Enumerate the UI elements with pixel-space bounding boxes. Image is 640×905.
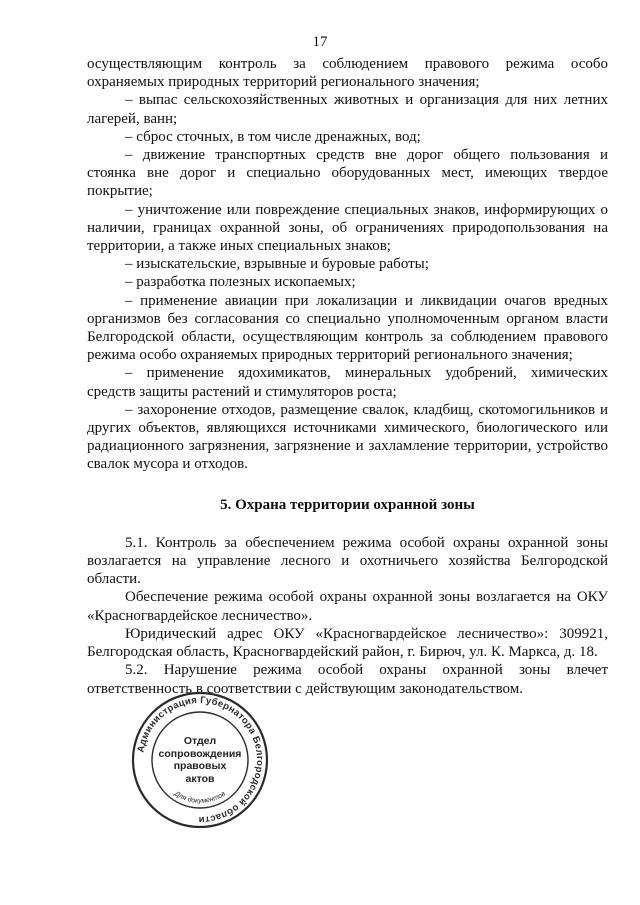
list-item: – уничтожение или повреждение специальных знаков, информирующих о наличии, границах охранной зоны, об ограничениях природопользования на территории, а также иных специальных знаков; <box>87 201 608 255</box>
list-item: – захоронение отходов, размещение свалок, кладбищ, скотомогильников и других объектов, являющихся источниками химического, биологического или радиационного загрязнения, загрязнение и захламление территории, устройство свалок мусора и отходов. <box>87 401 608 473</box>
paragraph: Обеспечение режима особой охраны охранной зоны возлагается на ОКУ «Красногвардейское лесничество». <box>87 589 608 624</box>
stamp-line: Отдел <box>183 735 217 747</box>
paragraph: Юридический адрес ОКУ «Красногвардейское лесничество»: 309921, Белгородская область, Красногвардейский район, г. Бирюч, ул. К. Маркса, д. 18. <box>87 625 608 661</box>
section-heading: 5. Охрана территории охранной зоны <box>220 496 475 513</box>
list-item: – применение ядохимикатов, минеральных удобрений, химических средств защиты растений и стимуляторов роста; <box>87 365 608 400</box>
paragraph: осуществляющим контроль за соблюдением правового режима особо охраняемых природных территорий регионального значения; <box>87 56 608 91</box>
paragraph: 5.2. Нарушение режима особой охраны охранной зоны влечет ответственность в соответствии с действующим законодательством. <box>87 662 608 697</box>
stamp-inner-text: Для документов <box>173 790 227 805</box>
document-body <box>87 55 608 698</box>
page-number: 17 <box>312 34 328 50</box>
official-stamp <box>130 690 270 830</box>
list-item: – изыскательские, взрывные и буровые работы; <box>125 256 429 273</box>
stamp-line: актов <box>185 772 215 785</box>
list-item: – применение авиации при локализации и ликвидации очагов вредных организмов без согласования со специально уполномоченным органом власти Белгородской области, осуществляющим контроль за соблюдением правового режима особо охраняемых природных территорий регионального значения; <box>87 292 608 364</box>
stamp-ring-text: Администрация Губернатора Белгородской области <box>135 694 266 826</box>
paragraph: 5.1. Контроль за обеспечением режима особой охраны охранной зоны возлагается на управление лесного и охотничьего хозяйства Белгородской области. <box>87 534 608 588</box>
stamp-line: правовых <box>173 760 227 772</box>
list-item: – разработка полезных ископаемых; <box>125 274 356 291</box>
stamp-line: сопровождения <box>158 747 242 760</box>
list-item: – сброс сточных, в том числе дренажных, вод; <box>125 128 421 145</box>
list-item: – движение транспортных средств вне дорог общего пользования и стоянка вне дорог и специально оборудованных мест, имеющих твердое покрытие; <box>87 147 608 200</box>
stamp-center <box>130 690 270 830</box>
list-item: – выпас сельскохозяйственных животных и организация для них летних лагерей, ванн; <box>87 92 608 127</box>
